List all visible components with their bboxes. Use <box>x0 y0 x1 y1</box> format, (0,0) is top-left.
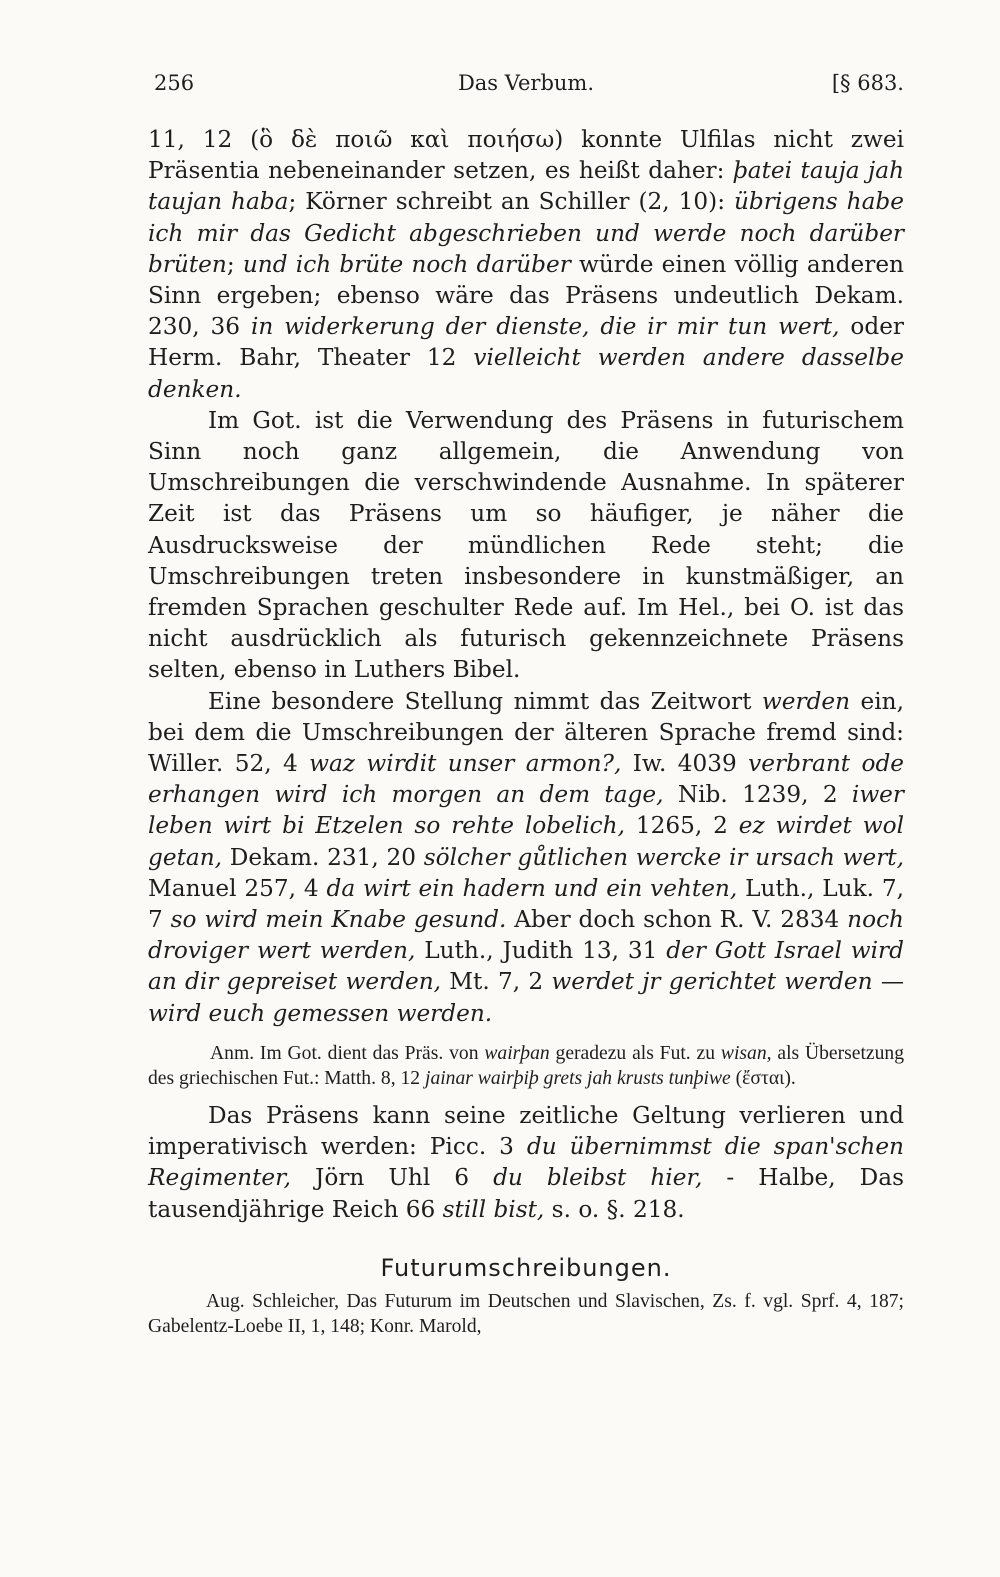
example-quote: ez wirdet wol getan, <box>148 812 904 871</box>
text-run: Luth., Luk. 7, 7 <box>148 874 904 934</box>
text-run: Jörn Uhl 6 <box>291 1164 494 1192</box>
example-quote: iwer leben wirt bi Etzelen so rehte lobelich, <box>148 781 904 840</box>
example-quote: da wirt ein hadern und ein vehten, <box>326 874 738 902</box>
text-run: 1265, 2 <box>624 812 739 840</box>
example-quote: wisan, <box>720 1042 772 1064</box>
example-quote: übrigens habe ich mir das Gedicht abgeschrieben und werde noch darüber brüten <box>148 188 904 278</box>
text-run: Anm. Im Got. dient das Präs. von <box>210 1042 485 1064</box>
paragraph-gothic-present: Im Got. ist die Verwendung des Präsens in futurischem Sinn noch ganz allgemein, die Anwendung von Umschreibungen die verschwindende Ausnahme. In späterer Zeit ist das Präsens um so häufiger, je näher die Ausdrucksweise der mündlichen Rede steht; die Umschreibungen treten insbesondere in kunstmäßiger, an fremden Sprachen geschulter Rede auf. Im Hel., bei O. ist das nicht ausdrücklich als futurisch gekennzeichnete Präsens selten, ebenso in Luthers Bibel. <box>148 406 904 684</box>
example-quote: þatei tauja jah taujan haba <box>148 157 904 216</box>
paragraph-ulfilas <box>148 124 904 405</box>
example-quote: werden <box>761 687 851 715</box>
text-run: Nib. 1239, 2 <box>663 781 852 809</box>
main-text <box>148 124 904 1029</box>
example-quote: in widerkerung der dienste, die ir mir tun wert, <box>250 313 840 341</box>
main-text-continued <box>148 1100 904 1225</box>
text-run: Luth., Judith 13, 31 <box>415 937 667 965</box>
text-run: ; Körner schreibt an Schiller (2, 10): <box>288 188 734 216</box>
example-quote: und ich brüte noch darüber <box>242 250 571 278</box>
example-quote: jainar wairþiþ grets jah krusts tunþiwe <box>425 1068 731 1090</box>
running-header <box>148 66 904 100</box>
example-quote: du übernimmst die span'schen Regimenter, <box>148 1133 904 1192</box>
text-run: - Halbe, Das tausendjährige Reich 66 <box>148 1164 904 1223</box>
page-number: 256 <box>154 71 195 95</box>
text-run: Iw. 4039 <box>621 750 749 778</box>
text-run: Aber doch schon R. V. 2834 <box>506 906 848 934</box>
text-run: geradezu als Fut. zu <box>549 1042 721 1064</box>
example-quote: du bleibst hier, <box>493 1164 703 1192</box>
literature-paragraph: Aug. Schleicher, Das Futurum im Deutschen und Slavischen, Zs. f. vgl. Sprf. 4, 187; Gabelentz-Loebe II, 1, 148; Konr. Marold, <box>148 1290 904 1338</box>
book-page <box>148 66 904 1546</box>
example-quote: der Gott Israel wird an dir gepreiset werden, <box>148 937 904 996</box>
text-run: Manuel 257, 4 <box>148 874 327 902</box>
text-run: s. o. §. 218. <box>544 1195 685 1223</box>
example-quote: waz wirdit unser armon?, <box>309 750 622 778</box>
example-quote: werdet jr gerichtet werden — wird euch gemessen werden. <box>148 968 905 1027</box>
paragraph-imperative <box>148 1100 904 1225</box>
example-quote: vielleicht werden andere dasselbe denken. <box>148 344 904 403</box>
text-run: ein, bei dem die Umschreibungen der älteren Sprache fremd sind: Willer. 52, 4 <box>148 687 904 778</box>
text-run: würde einen völlig anderen Sinn ergeben; ebenso wäre das Präsens undeutlich Dekam. 230, 36 <box>148 250 904 341</box>
running-title: Das Verbum. <box>457 71 595 95</box>
example-quote: so wird mein Knabe gesund. <box>170 906 507 934</box>
section-reference: [§ 683. <box>831 71 904 95</box>
text-run: Das Präsens kann seine zeitliche Geltung verlieren und imperativisch werden: Picc. 3 <box>148 1101 904 1161</box>
text-run: Dekam. 231, 20 <box>222 843 424 871</box>
example-quote: verbrant ode erhangen wird ich morgen an dem tage, <box>148 750 905 809</box>
text-run: oder Herm. Bahr, Theater 12 <box>148 313 905 372</box>
example-quote: still bist, <box>442 1195 545 1223</box>
section-heading: Futurumschreibungen. <box>380 1253 672 1282</box>
text-run: (ἔσται). <box>730 1068 796 1090</box>
paragraph-werden <box>148 686 904 1029</box>
example-quote: sölcher gůtlichen wercke ir ursach wert, <box>423 843 904 871</box>
example-quote: noch droviger wert werden, <box>148 906 904 965</box>
text-run: Mt. 7, 2 <box>441 968 552 996</box>
text-run: ; <box>226 250 243 278</box>
text-run: Eine besondere Stellung nimmt das Zeitwort <box>208 687 762 715</box>
literature-references <box>148 1289 904 1340</box>
text-run: 11, 12 (ὃ δὲ ποιῶ καὶ ποιήσω) konnte Ulfilas nicht zwei Präsentia nebeneinander setzen, es heißt daher: <box>148 126 904 185</box>
example-quote: wairþan <box>484 1042 550 1064</box>
text-run: als Übersetzung des griechischen Fut.: Matth. 8, 12 <box>148 1042 904 1090</box>
note-paragraph <box>148 1041 904 1092</box>
annotation-note <box>148 1041 904 1092</box>
